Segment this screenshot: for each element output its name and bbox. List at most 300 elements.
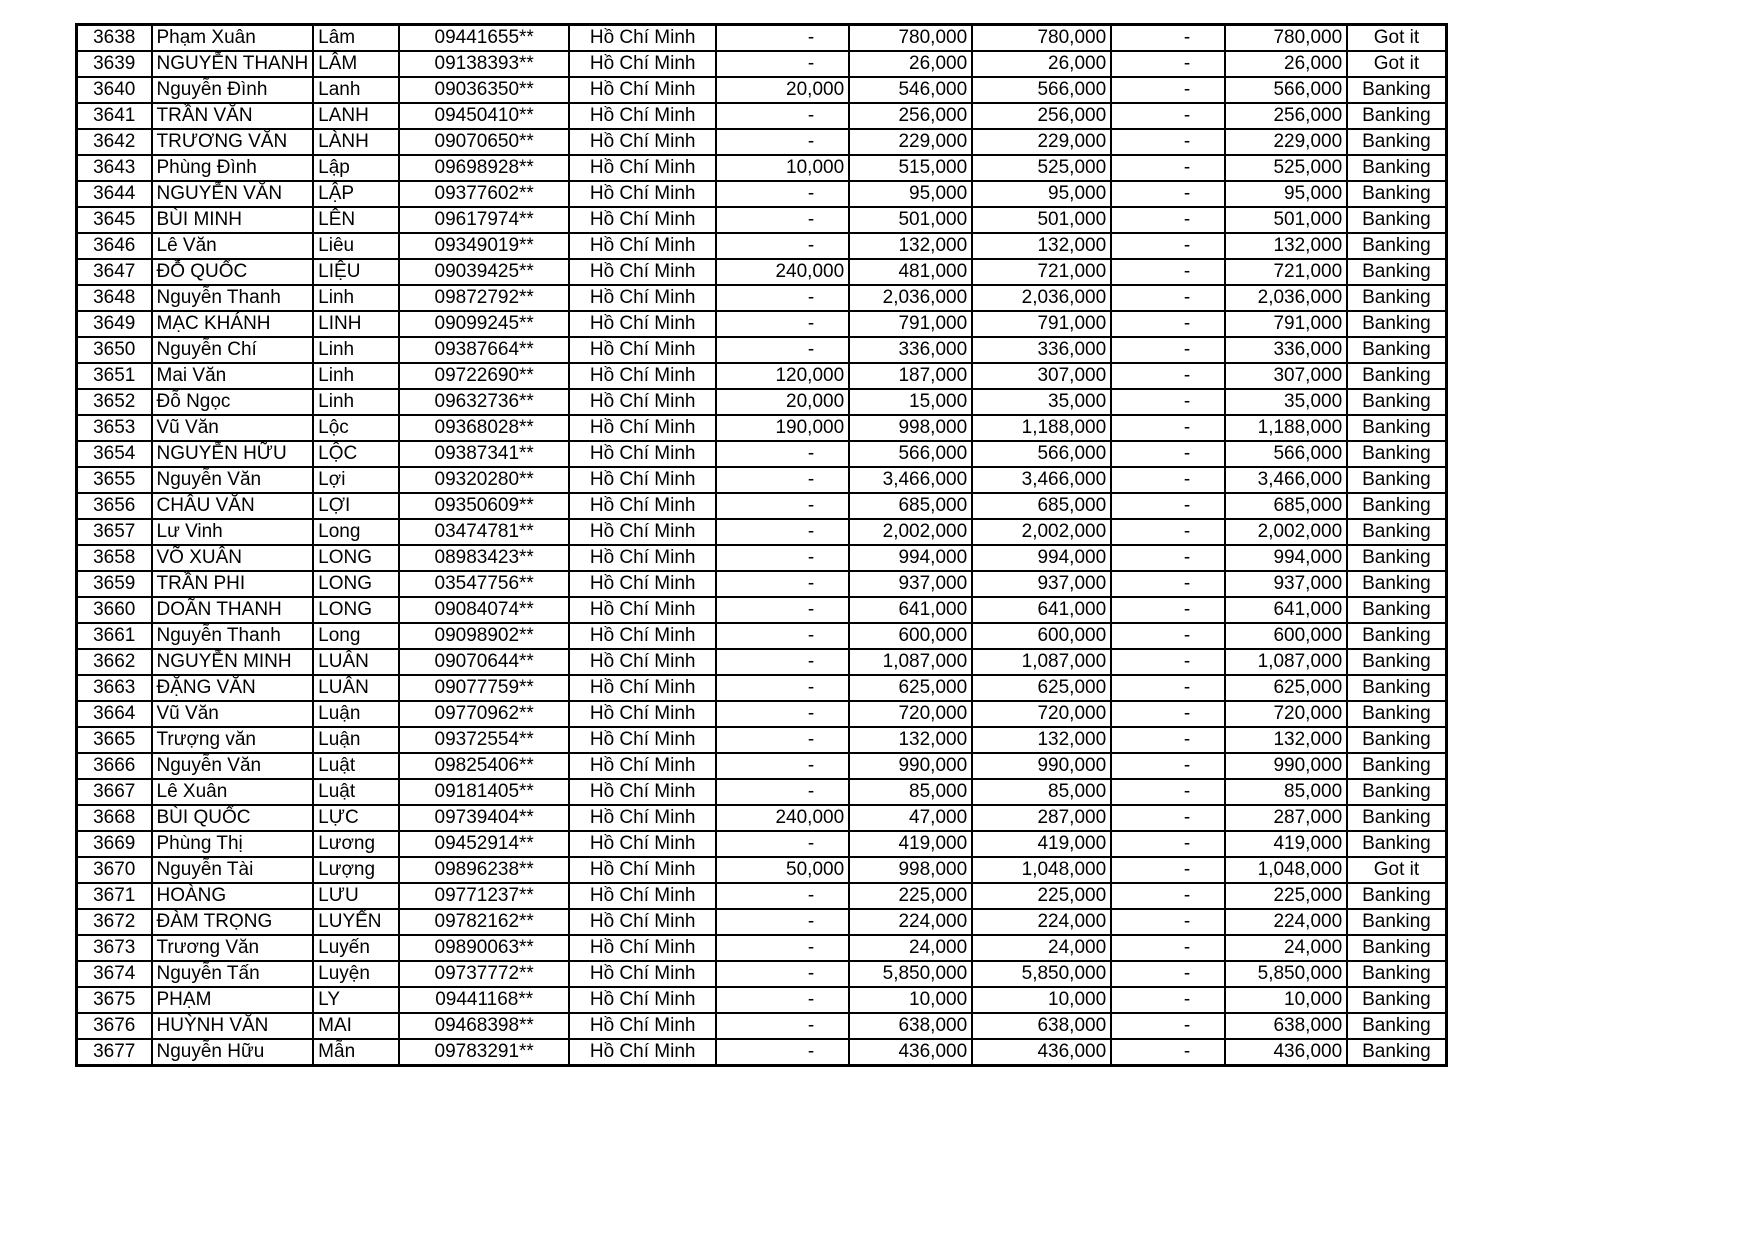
cell-amount-2: 998,000 bbox=[849, 415, 972, 441]
cell-city: Hồ Chí Minh bbox=[569, 623, 716, 649]
cell-last-name: Long bbox=[313, 519, 399, 545]
cell-last-name: Liêu bbox=[313, 233, 399, 259]
cell-status: Banking bbox=[1347, 961, 1446, 987]
cell-last-name: Linh bbox=[313, 363, 399, 389]
cell-city: Hồ Chí Minh bbox=[569, 25, 716, 52]
cell-id: 3672 bbox=[77, 909, 152, 935]
cell-last-name: Luận bbox=[313, 701, 399, 727]
cell-amount-3: 1,048,000 bbox=[972, 857, 1111, 883]
cell-city: Hồ Chí Minh bbox=[569, 571, 716, 597]
cell-amount-4: - bbox=[1111, 727, 1225, 753]
cell-last-name: LÊN bbox=[313, 207, 399, 233]
cell-phone: 09450410** bbox=[399, 103, 569, 129]
cell-status: Banking bbox=[1347, 129, 1446, 155]
table-row bbox=[77, 129, 1447, 155]
cell-phone: 09138393** bbox=[399, 51, 569, 77]
cell-amount-4: - bbox=[1111, 571, 1225, 597]
table-row bbox=[77, 259, 1447, 285]
cell-amount-3: 525,000 bbox=[972, 155, 1111, 181]
cell-city: Hồ Chí Minh bbox=[569, 389, 716, 415]
cell-city: Hồ Chí Minh bbox=[569, 129, 716, 155]
cell-amount-2: 780,000 bbox=[849, 25, 972, 52]
cell-amount-5: 780,000 bbox=[1225, 25, 1347, 52]
table-row bbox=[77, 363, 1447, 389]
table-row bbox=[77, 25, 1447, 52]
table-row bbox=[77, 857, 1447, 883]
cell-phone: 03474781** bbox=[399, 519, 569, 545]
cell-first-name: MẠC KHÁNH bbox=[152, 311, 314, 337]
table-row bbox=[77, 623, 1447, 649]
cell-amount-5: 638,000 bbox=[1225, 1013, 1347, 1039]
cell-amount-4: - bbox=[1111, 311, 1225, 337]
cell-city: Hồ Chí Minh bbox=[569, 883, 716, 909]
cell-id: 3675 bbox=[77, 987, 152, 1013]
cell-first-name: Trương Văn bbox=[152, 935, 314, 961]
cell-status: Banking bbox=[1347, 259, 1446, 285]
cell-last-name: Luật bbox=[313, 753, 399, 779]
cell-status: Banking bbox=[1347, 181, 1446, 207]
cell-amount-1: 20,000 bbox=[716, 77, 849, 103]
cell-amount-5: 5,850,000 bbox=[1225, 961, 1347, 987]
cell-status: Banking bbox=[1347, 77, 1446, 103]
cell-first-name: Phùng Thị bbox=[152, 831, 314, 857]
cell-status: Banking bbox=[1347, 649, 1446, 675]
cell-first-name: NGUYỄN MINH bbox=[152, 649, 314, 675]
cell-amount-3: 721,000 bbox=[972, 259, 1111, 285]
cell-amount-3: 436,000 bbox=[972, 1039, 1111, 1066]
cell-amount-1: - bbox=[716, 701, 849, 727]
cell-amount-1: - bbox=[716, 441, 849, 467]
cell-amount-2: 994,000 bbox=[849, 545, 972, 571]
cell-id: 3641 bbox=[77, 103, 152, 129]
cell-amount-2: 224,000 bbox=[849, 909, 972, 935]
cell-amount-2: 501,000 bbox=[849, 207, 972, 233]
cell-amount-3: 419,000 bbox=[972, 831, 1111, 857]
cell-amount-3: 641,000 bbox=[972, 597, 1111, 623]
cell-id: 3640 bbox=[77, 77, 152, 103]
cell-first-name: NGUYỄN VĂN bbox=[152, 181, 314, 207]
cell-status: Banking bbox=[1347, 1039, 1446, 1066]
cell-phone: 09452914** bbox=[399, 831, 569, 857]
cell-phone: 09070650** bbox=[399, 129, 569, 155]
cell-status: Banking bbox=[1347, 337, 1446, 363]
cell-first-name: Nguyễn Đình bbox=[152, 77, 314, 103]
cell-status: Banking bbox=[1347, 467, 1446, 493]
cell-last-name: Mẫn bbox=[313, 1039, 399, 1066]
cell-amount-1: - bbox=[716, 987, 849, 1013]
cell-first-name: VÕ XUÂN bbox=[152, 545, 314, 571]
cell-id: 3639 bbox=[77, 51, 152, 77]
cell-phone: 09084074** bbox=[399, 597, 569, 623]
cell-amount-5: 24,000 bbox=[1225, 935, 1347, 961]
table-row bbox=[77, 883, 1447, 909]
cell-last-name: Long bbox=[313, 623, 399, 649]
cell-amount-4: - bbox=[1111, 883, 1225, 909]
cell-amount-3: 307,000 bbox=[972, 363, 1111, 389]
cell-amount-2: 546,000 bbox=[849, 77, 972, 103]
cell-id: 3676 bbox=[77, 1013, 152, 1039]
cell-phone: 09181405** bbox=[399, 779, 569, 805]
cell-amount-3: 85,000 bbox=[972, 779, 1111, 805]
cell-amount-3: 10,000 bbox=[972, 987, 1111, 1013]
cell-amount-4: - bbox=[1111, 649, 1225, 675]
cell-amount-4: - bbox=[1111, 623, 1225, 649]
cell-amount-4: - bbox=[1111, 285, 1225, 311]
cell-amount-4: - bbox=[1111, 441, 1225, 467]
cell-last-name: LY bbox=[313, 987, 399, 1013]
cell-phone: 09632736** bbox=[399, 389, 569, 415]
cell-last-name: Luyện bbox=[313, 961, 399, 987]
cell-last-name: LỰC bbox=[313, 805, 399, 831]
cell-amount-2: 26,000 bbox=[849, 51, 972, 77]
cell-id: 3669 bbox=[77, 831, 152, 857]
cell-amount-2: 2,036,000 bbox=[849, 285, 972, 311]
table-body bbox=[77, 25, 1447, 1066]
cell-id: 3656 bbox=[77, 493, 152, 519]
table-row bbox=[77, 441, 1447, 467]
cell-status: Banking bbox=[1347, 519, 1446, 545]
cell-amount-2: 132,000 bbox=[849, 233, 972, 259]
table-row bbox=[77, 701, 1447, 727]
cell-phone: 03547756** bbox=[399, 571, 569, 597]
cell-amount-3: 600,000 bbox=[972, 623, 1111, 649]
cell-first-name: Vũ Văn bbox=[152, 415, 314, 441]
cell-last-name: LIỆU bbox=[313, 259, 399, 285]
cell-status: Banking bbox=[1347, 571, 1446, 597]
cell-amount-2: 998,000 bbox=[849, 857, 972, 883]
cell-phone: 09099245** bbox=[399, 311, 569, 337]
cell-first-name: ĐÀM TRỌNG bbox=[152, 909, 314, 935]
table-row bbox=[77, 987, 1447, 1013]
cell-phone: 09896238** bbox=[399, 857, 569, 883]
cell-amount-2: 336,000 bbox=[849, 337, 972, 363]
cell-last-name: LONG bbox=[313, 545, 399, 571]
cell-phone: 09077759** bbox=[399, 675, 569, 701]
cell-last-name: LINH bbox=[313, 311, 399, 337]
table-row bbox=[77, 103, 1447, 129]
cell-phone: 09617974** bbox=[399, 207, 569, 233]
cell-amount-3: 780,000 bbox=[972, 25, 1111, 52]
cell-first-name: NGUYỄN HỮU bbox=[152, 441, 314, 467]
cell-phone: 09039425** bbox=[399, 259, 569, 285]
cell-amount-3: 937,000 bbox=[972, 571, 1111, 597]
cell-amount-5: 990,000 bbox=[1225, 753, 1347, 779]
cell-city: Hồ Chí Minh bbox=[569, 519, 716, 545]
cell-first-name: Mai Văn bbox=[152, 363, 314, 389]
cell-id: 3661 bbox=[77, 623, 152, 649]
cell-amount-4: - bbox=[1111, 597, 1225, 623]
cell-phone: 09722690** bbox=[399, 363, 569, 389]
cell-city: Hồ Chí Minh bbox=[569, 961, 716, 987]
cell-id: 3666 bbox=[77, 753, 152, 779]
cell-amount-3: 625,000 bbox=[972, 675, 1111, 701]
cell-phone: 09350609** bbox=[399, 493, 569, 519]
table-row bbox=[77, 233, 1447, 259]
cell-city: Hồ Chí Minh bbox=[569, 779, 716, 805]
cell-amount-4: - bbox=[1111, 415, 1225, 441]
table-row bbox=[77, 831, 1447, 857]
cell-status: Banking bbox=[1347, 675, 1446, 701]
cell-amount-5: 600,000 bbox=[1225, 623, 1347, 649]
cell-amount-5: 307,000 bbox=[1225, 363, 1347, 389]
cell-amount-4: - bbox=[1111, 259, 1225, 285]
cell-phone: 09468398** bbox=[399, 1013, 569, 1039]
cell-status: Banking bbox=[1347, 311, 1446, 337]
cell-phone: 09441168** bbox=[399, 987, 569, 1013]
cell-amount-4: - bbox=[1111, 77, 1225, 103]
cell-status: Banking bbox=[1347, 103, 1446, 129]
cell-amount-5: 791,000 bbox=[1225, 311, 1347, 337]
cell-phone: 09377602** bbox=[399, 181, 569, 207]
cell-phone: 09825406** bbox=[399, 753, 569, 779]
cell-last-name: LƯU bbox=[313, 883, 399, 909]
cell-id: 3652 bbox=[77, 389, 152, 415]
cell-amount-2: 1,087,000 bbox=[849, 649, 972, 675]
cell-first-name: Nguyễn Tài bbox=[152, 857, 314, 883]
cell-amount-1: - bbox=[716, 25, 849, 52]
cell-amount-2: 566,000 bbox=[849, 441, 972, 467]
cell-amount-2: 515,000 bbox=[849, 155, 972, 181]
cell-first-name: BÙI QUỐC bbox=[152, 805, 314, 831]
cell-amount-4: - bbox=[1111, 129, 1225, 155]
cell-amount-3: 225,000 bbox=[972, 883, 1111, 909]
cell-first-name: BÙI MINH bbox=[152, 207, 314, 233]
cell-amount-1: - bbox=[716, 337, 849, 363]
cell-amount-2: 24,000 bbox=[849, 935, 972, 961]
cell-amount-3: 95,000 bbox=[972, 181, 1111, 207]
cell-amount-1: 20,000 bbox=[716, 389, 849, 415]
cell-last-name: LONG bbox=[313, 597, 399, 623]
cell-last-name: Luyến bbox=[313, 935, 399, 961]
table-row bbox=[77, 155, 1447, 181]
cell-id: 3659 bbox=[77, 571, 152, 597]
cell-first-name: Nguyễn Chí bbox=[152, 337, 314, 363]
cell-id: 3668 bbox=[77, 805, 152, 831]
cell-amount-4: - bbox=[1111, 467, 1225, 493]
cell-first-name: Nguyễn Văn bbox=[152, 467, 314, 493]
cell-first-name: Vũ Văn bbox=[152, 701, 314, 727]
cell-amount-4: - bbox=[1111, 545, 1225, 571]
cell-amount-4: - bbox=[1111, 1013, 1225, 1039]
cell-phone: 09698928** bbox=[399, 155, 569, 181]
cell-first-name: Đỗ Ngọc bbox=[152, 389, 314, 415]
cell-city: Hồ Chí Minh bbox=[569, 987, 716, 1013]
table-row bbox=[77, 1039, 1447, 1066]
cell-id: 3649 bbox=[77, 311, 152, 337]
cell-amount-1: - bbox=[716, 545, 849, 571]
cell-status: Banking bbox=[1347, 779, 1446, 805]
table-row bbox=[77, 909, 1447, 935]
cell-city: Hồ Chí Minh bbox=[569, 233, 716, 259]
cell-amount-3: 1,087,000 bbox=[972, 649, 1111, 675]
cell-last-name: Linh bbox=[313, 285, 399, 311]
cell-amount-3: 791,000 bbox=[972, 311, 1111, 337]
cell-amount-2: 132,000 bbox=[849, 727, 972, 753]
cell-phone: 09098902** bbox=[399, 623, 569, 649]
table-row bbox=[77, 519, 1447, 545]
cell-phone: 09739404** bbox=[399, 805, 569, 831]
table-row bbox=[77, 545, 1447, 571]
cell-last-name: LỢI bbox=[313, 493, 399, 519]
cell-amount-1: - bbox=[716, 597, 849, 623]
cell-amount-3: 26,000 bbox=[972, 51, 1111, 77]
cell-id: 3663 bbox=[77, 675, 152, 701]
cell-status: Banking bbox=[1347, 987, 1446, 1013]
cell-id: 3671 bbox=[77, 883, 152, 909]
cell-amount-5: 85,000 bbox=[1225, 779, 1347, 805]
cell-amount-2: 3,466,000 bbox=[849, 467, 972, 493]
cell-amount-1: 120,000 bbox=[716, 363, 849, 389]
cell-status: Banking bbox=[1347, 441, 1446, 467]
cell-id: 3648 bbox=[77, 285, 152, 311]
cell-amount-4: - bbox=[1111, 675, 1225, 701]
cell-amount-3: 24,000 bbox=[972, 935, 1111, 961]
cell-amount-2: 10,000 bbox=[849, 987, 972, 1013]
cell-amount-4: - bbox=[1111, 363, 1225, 389]
cell-city: Hồ Chí Minh bbox=[569, 467, 716, 493]
cell-id: 3665 bbox=[77, 727, 152, 753]
cell-id: 3662 bbox=[77, 649, 152, 675]
cell-phone: 09872792** bbox=[399, 285, 569, 311]
cell-amount-1: 50,000 bbox=[716, 857, 849, 883]
cell-city: Hồ Chí Minh bbox=[569, 337, 716, 363]
cell-status: Banking bbox=[1347, 1013, 1446, 1039]
cell-amount-2: 256,000 bbox=[849, 103, 972, 129]
cell-phone: 09036350** bbox=[399, 77, 569, 103]
cell-amount-4: - bbox=[1111, 25, 1225, 52]
cell-amount-2: 937,000 bbox=[849, 571, 972, 597]
cell-id: 3673 bbox=[77, 935, 152, 961]
cell-amount-2: 419,000 bbox=[849, 831, 972, 857]
cell-first-name: HUỲNH VĂN bbox=[152, 1013, 314, 1039]
cell-amount-1: - bbox=[716, 675, 849, 701]
cell-amount-2: 187,000 bbox=[849, 363, 972, 389]
cell-amount-3: 229,000 bbox=[972, 129, 1111, 155]
cell-phone: 09783291** bbox=[399, 1039, 569, 1066]
cell-city: Hồ Chí Minh bbox=[569, 311, 716, 337]
cell-id: 3677 bbox=[77, 1039, 152, 1066]
cell-status: Banking bbox=[1347, 935, 1446, 961]
cell-amount-5: 35,000 bbox=[1225, 389, 1347, 415]
cell-last-name: LUYẾN bbox=[313, 909, 399, 935]
cell-amount-5: 224,000 bbox=[1225, 909, 1347, 935]
cell-amount-4: - bbox=[1111, 961, 1225, 987]
cell-amount-4: - bbox=[1111, 779, 1225, 805]
cell-status: Banking bbox=[1347, 805, 1446, 831]
cell-amount-3: 5,850,000 bbox=[972, 961, 1111, 987]
cell-id: 3644 bbox=[77, 181, 152, 207]
table-row bbox=[77, 753, 1447, 779]
cell-amount-1: - bbox=[716, 623, 849, 649]
cell-id: 3674 bbox=[77, 961, 152, 987]
cell-phone: 09349019** bbox=[399, 233, 569, 259]
cell-amount-1: - bbox=[716, 883, 849, 909]
cell-amount-1: - bbox=[716, 779, 849, 805]
cell-amount-5: 256,000 bbox=[1225, 103, 1347, 129]
cell-amount-5: 625,000 bbox=[1225, 675, 1347, 701]
table-row bbox=[77, 675, 1447, 701]
cell-city: Hồ Chí Minh bbox=[569, 1013, 716, 1039]
cell-amount-5: 1,188,000 bbox=[1225, 415, 1347, 441]
cell-id: 3638 bbox=[77, 25, 152, 52]
cell-amount-2: 638,000 bbox=[849, 1013, 972, 1039]
cell-amount-3: 990,000 bbox=[972, 753, 1111, 779]
cell-last-name: LONG bbox=[313, 571, 399, 597]
cell-first-name: Lê Văn bbox=[152, 233, 314, 259]
cell-city: Hồ Chí Minh bbox=[569, 649, 716, 675]
cell-id: 3655 bbox=[77, 467, 152, 493]
cell-amount-4: - bbox=[1111, 389, 1225, 415]
cell-amount-2: 85,000 bbox=[849, 779, 972, 805]
cell-amount-5: 2,036,000 bbox=[1225, 285, 1347, 311]
cell-last-name: Lâm bbox=[313, 25, 399, 52]
cell-status: Banking bbox=[1347, 415, 1446, 441]
cell-amount-5: 501,000 bbox=[1225, 207, 1347, 233]
cell-amount-1: 240,000 bbox=[716, 259, 849, 285]
table-row bbox=[77, 727, 1447, 753]
cell-last-name: Lượng bbox=[313, 857, 399, 883]
cell-first-name: Nguyễn Văn bbox=[152, 753, 314, 779]
cell-amount-2: 685,000 bbox=[849, 493, 972, 519]
cell-amount-1: - bbox=[716, 571, 849, 597]
payments-table bbox=[75, 23, 1448, 1067]
cell-amount-4: - bbox=[1111, 935, 1225, 961]
cell-last-name: Linh bbox=[313, 389, 399, 415]
cell-amount-5: 720,000 bbox=[1225, 701, 1347, 727]
cell-amount-1: - bbox=[716, 753, 849, 779]
cell-id: 3645 bbox=[77, 207, 152, 233]
cell-amount-2: 95,000 bbox=[849, 181, 972, 207]
cell-amount-4: - bbox=[1111, 207, 1225, 233]
cell-amount-1: - bbox=[716, 233, 849, 259]
cell-first-name: TRƯƠNG VĂN bbox=[152, 129, 314, 155]
cell-city: Hồ Chí Minh bbox=[569, 909, 716, 935]
cell-city: Hồ Chí Minh bbox=[569, 831, 716, 857]
cell-status: Banking bbox=[1347, 909, 1446, 935]
cell-first-name: DOÃN THANH bbox=[152, 597, 314, 623]
cell-amount-3: 224,000 bbox=[972, 909, 1111, 935]
cell-amount-1: - bbox=[716, 207, 849, 233]
cell-amount-3: 3,466,000 bbox=[972, 467, 1111, 493]
cell-first-name: CHÂU VĂN bbox=[152, 493, 314, 519]
cell-status: Got it bbox=[1347, 857, 1446, 883]
cell-status: Banking bbox=[1347, 493, 1446, 519]
cell-last-name: LỘC bbox=[313, 441, 399, 467]
cell-amount-1: 10,000 bbox=[716, 155, 849, 181]
cell-amount-3: 685,000 bbox=[972, 493, 1111, 519]
cell-status: Banking bbox=[1347, 545, 1446, 571]
cell-status: Banking bbox=[1347, 883, 1446, 909]
cell-amount-5: 10,000 bbox=[1225, 987, 1347, 1013]
cell-amount-5: 3,466,000 bbox=[1225, 467, 1347, 493]
cell-city: Hồ Chí Minh bbox=[569, 259, 716, 285]
cell-amount-3: 720,000 bbox=[972, 701, 1111, 727]
cell-amount-4: - bbox=[1111, 831, 1225, 857]
cell-amount-1: - bbox=[716, 129, 849, 155]
table-row bbox=[77, 285, 1447, 311]
table-row bbox=[77, 805, 1447, 831]
cell-id: 3653 bbox=[77, 415, 152, 441]
cell-city: Hồ Chí Minh bbox=[569, 935, 716, 961]
cell-status: Banking bbox=[1347, 623, 1446, 649]
cell-first-name: PHẠM bbox=[152, 987, 314, 1013]
cell-amount-2: 600,000 bbox=[849, 623, 972, 649]
cell-id: 3657 bbox=[77, 519, 152, 545]
cell-id: 3647 bbox=[77, 259, 152, 285]
cell-amount-3: 566,000 bbox=[972, 77, 1111, 103]
cell-amount-5: 26,000 bbox=[1225, 51, 1347, 77]
cell-amount-3: 994,000 bbox=[972, 545, 1111, 571]
